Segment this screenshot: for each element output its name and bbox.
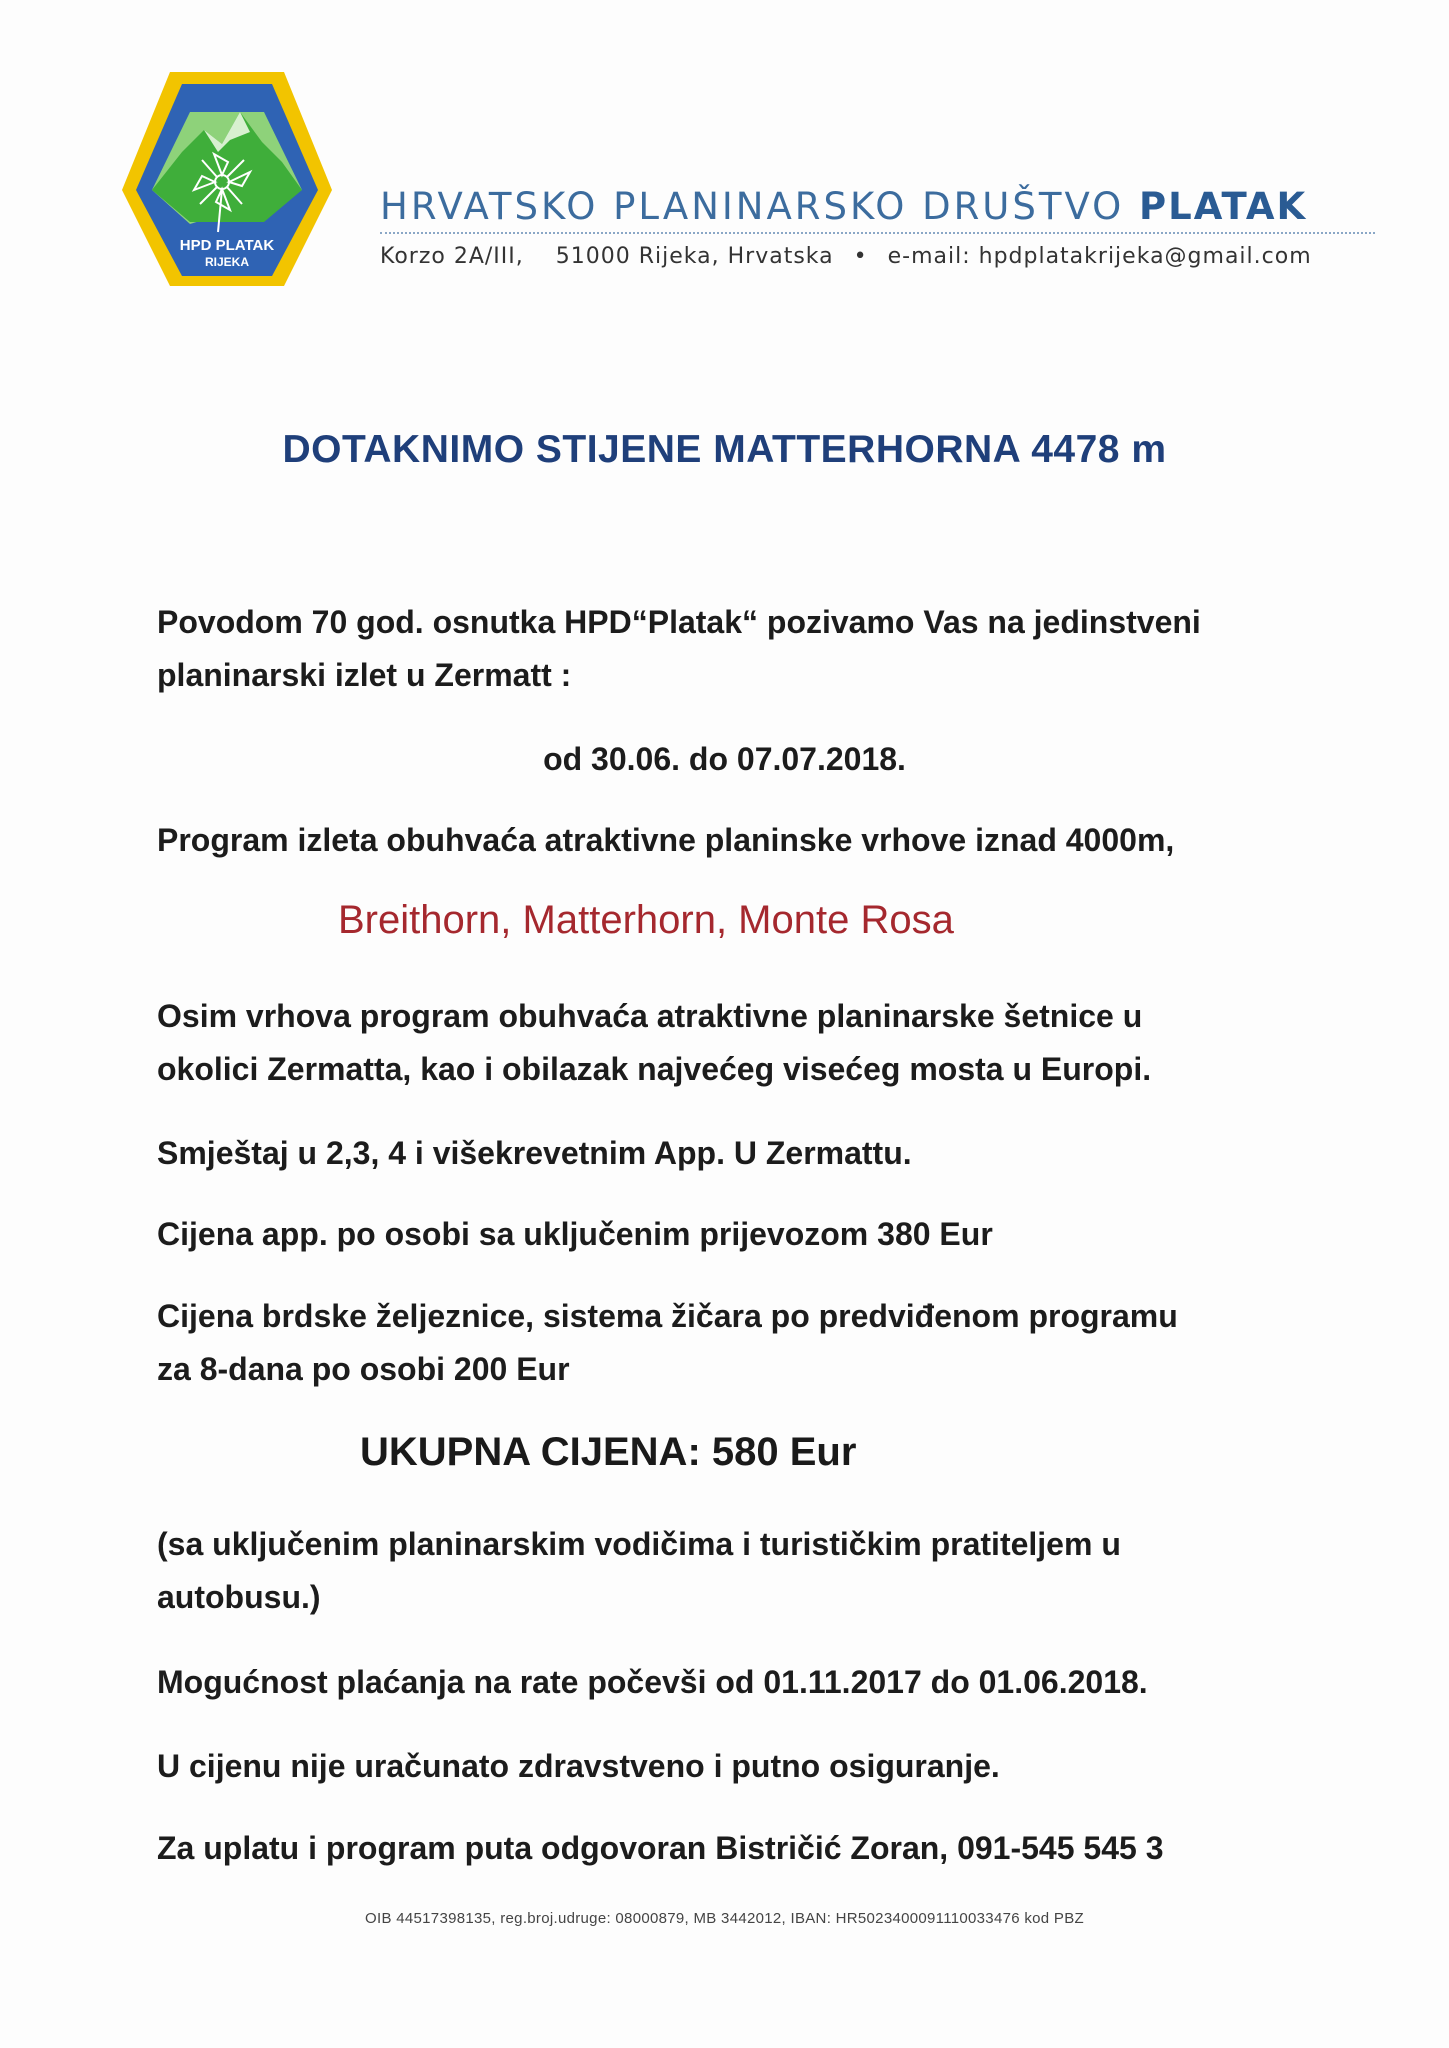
price-rail-line-1: Cijena brdske željeznice, sistema žičara po predviđenom programu <box>157 1298 1178 1334</box>
hpd-platak-logo <box>122 72 332 286</box>
address-bullet: • <box>853 244 868 269</box>
organization-name <box>380 185 1307 228</box>
included-paragraph <box>157 1518 1337 1624</box>
logo-text-line1: HPD PLATAK <box>179 237 275 254</box>
intro-line-1: Povodom 70 god. osnutka HPD“Platak“ pozivamo Vas na jedinstveni <box>157 604 1201 640</box>
price-rail-line-2: za 8-dana po osobi 200 Eur <box>157 1351 570 1387</box>
extra-line-2: okolici Zermatta, kao i obilazak najvećeg visećeg mosta u Europi. <box>157 1051 1152 1087</box>
organization-name-bold: PLATAK <box>1139 185 1308 228</box>
installments-line: Mogućnost plaćanja na rate počevši od 01.11.2017 do 01.06.2018. <box>157 1664 1148 1700</box>
intro-paragraph <box>157 596 1337 702</box>
price-rail-paragraph <box>157 1290 1337 1396</box>
trip-dates: od 30.06. do 07.07.2018. <box>543 741 906 777</box>
included-line-1: (sa uključenim planinarskim vodičima i turističkim pratiteljem u <box>157 1526 1121 1562</box>
logo-text-line2: RIJEKA <box>204 255 250 269</box>
included-line-2: autobusu.) <box>157 1579 321 1615</box>
extra-line-1: Osim vrhova program obuhvaća atraktivne planinarske šetnice u <box>157 998 1143 1034</box>
program-line: Program izleta obuhvaća atraktivne planinske vrhove iznad 4000m, <box>157 822 1175 858</box>
organization-address <box>380 244 1312 269</box>
document-title: DOTAKNIMO STIJENE MATTERHORNA 4478 m <box>282 428 1167 471</box>
organization-name-regular: HRVATSKO PLANINARSKO DRUŠTVO <box>380 185 1125 228</box>
extra-program-paragraph <box>157 990 1337 1096</box>
address-email: e-mail: hpdplatakrijeka@gmail.com <box>887 244 1312 269</box>
accommodation-line: Smještaj u 2,3, 4 i višekrevetnim App. U Zermattu. <box>157 1135 912 1171</box>
header-divider <box>380 232 1375 234</box>
footer-registration-info: OIB 44517398135, reg.broj.udruge: 08000879, MB 3442012, IBAN: HR5023400091110033476 kod PBZ <box>365 1910 1084 1927</box>
address-city: 51000 Rijeka, Hrvatska <box>555 244 834 269</box>
peaks-list: Breithorn, Matterhorn, Monte Rosa <box>338 898 954 942</box>
total-price: UKUPNA CIJENA: 580 Eur <box>360 1430 857 1474</box>
contact-line: Za uplatu i program puta odgovoran Bistričić Zoran, 091-545 545 3 <box>157 1830 1164 1866</box>
price-apartment-line: Cijena app. po osobi sa uključenim prijevozom 380 Eur <box>157 1216 993 1252</box>
address-street: Korzo 2A/III, <box>380 244 524 269</box>
insurance-line: U cijenu nije uračunato zdravstveno i putno osiguranje. <box>157 1748 1000 1784</box>
intro-line-2: planinarski izlet u Zermatt : <box>157 657 572 693</box>
